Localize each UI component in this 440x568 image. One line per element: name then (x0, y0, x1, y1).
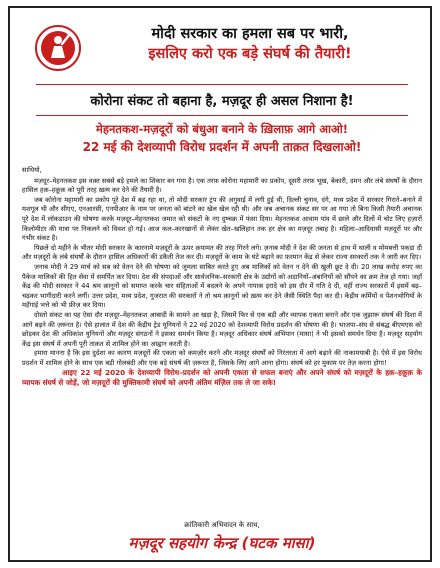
body-paragraph: ज़नाब मोदी ने 29 मार्च को सब को वेतन देने की घोषणा को जुमला साबित करते हुए अब मालिकों को वेतन न देने की खुली छूट दे दी। 20 लाख करोड़ रुपए का पैकेज मालिकों की हित सेवा में समर्पित कर दिया। देश की संपदाओं और सार्वजनिक–सरकारी क्षेत्र के उद्योगों को अडानियों–अंबानियों को सौंपने का क्रम तेज हो गया। जहाँ केंद्र की मोदी सरकार ने 44 श्रम क़ानूनों को समाप्त करके चार संहिताओं में बदलने के अपने नापाक इरादे को इस दौर में गति दे दी, वहीं राज्य सरकारों में इसमें बढ़–चढ़कर भागीदारी करने लगीं। उत्तर प्रदेश, मध्य प्रदेश, गुजरात की सरकारों ने तो श्रम क़ानूनों को ख़त्म कर देने जैसी स्थिति पैदा कर दी। केंद्रीय कर्मियों व पेंशनभोगियों के महँगाई भत्ते को भी फ्रीज़ कर दिया। (22, 262, 422, 310)
call-to-action: 22 मई की देशव्यापी विरोध प्रदर्शन में अपनी ताक़त दिखलाओ! (82, 140, 362, 154)
body-paragraph: पिछले दो महीने के भीतर मोदी सरकार के कारनामे मज़दूरों के ऊपर क़यामत की तरह गिरने लगे। ज़नाब मोदी ने देश की जनता से हाथ में थाली व मोमबत्ती पकड़ा दी और मज़दूरों के लंबे संघर्षों के दौरान हासिल अधिकारों की डकैती तेज कर दी। मज़दूरों के काम के घंटे बढ़ाने का फ़रमान केंद्र से लेकर राज्य सरकारों तक ने जारी कर दिए। (22, 243, 422, 262)
salutation: साथियो, (22, 166, 42, 174)
divider (36, 115, 408, 116)
signature: मज़दूर सहयोग केन्द्र (घटक मासा) (128, 534, 316, 552)
body-paragraph: दोस्तो संकट का यह ऐसा दौर मज़दूर–मेहनतकश आबादी के सामने आ खड़ा है, जिसमें फिर से एक बड़ी और व्यापक एकता बनाने और एक जुझारू संघर्ष की दिशा में आगे बढ़ने की ज़रूरत है। ऐसे हालात में देश की केंद्रीय ट्रेड यूनियनों ने 22 मई 2020 को देशव्यापी विरोध प्रदर्शन की घोषणा की है। भाजपा–संघ से संबद्ध बीएमएस को छोड़कर देश की अधिकांश यूनियनों और मज़दूर संगठनों ने इसका समर्थन किया है। मज़दूर अधिकार संघर्ष अभियान (मासा) ने भी इसको समर्थन दिया है। मज़दूर सहयोग केंद्र इस संघर्ष में अपनी पूरी ताक़त से शामिल होने का आह्वान करती है। (22, 310, 422, 348)
body-paragraph: जब कोरोना महामारी का प्रकोप पूरे देश में बढ़ रहा था, तो मोदी सरकार ट्रंप की अगुवाई में लगी हुई थी, दिल्ली चुनाव, दंगे, मध्य प्रदेश में सरकार गिराने–बनाने में मशगूल थी और सीएए, एनआरसी, एनपीआर के नाम पर जनता को बांटने का खेल खेल रही थी। और जब अचानक संकट सर पर आ गया तो बिना किसी तैयारी अचानक पूरे देश में लॉकडाउन की घोषणा करके मज़दूर–मेहनतकश जमात को संकटों के नए दुष्चक्र में फंसा दिया। मेहनतकश आवाम पांव में छाले और दिलों में चोट लिए हज़ारों किलोमीटर की यात्रा पर निकलने को विवश हो गई। आज कल–कारखानों से लेकर खेत–खलिहान तक हर क्षेत्र का मज़दूर तबाह है। महिला–आदिवासी मज़दूरों पर और गंभीर संकट है। (22, 195, 422, 243)
leaflet-body (22, 166, 422, 388)
headline: कोरोना संकट तो बहाना है, मज़दूर ही असल निशाना है! (90, 94, 354, 109)
leaflet-title (90, 24, 410, 64)
title-line-1: मोदी सरकार का हमला सब पर भारी, (151, 26, 349, 42)
subheadline: मेहनतकश-मज़दूरों को बंधुआ बनाने के ख़िलाफ़ आगे आओ! (96, 122, 348, 136)
closing-line: क्रांतिकारी अभिवादन के साथ, (184, 521, 260, 529)
body-paragraph: मज़दूर–मेहनतकश इस वक़्त सबसे बड़े हमले का शिकार बन गया है। एक तरफ़ कोरोना महामारी का प्रकोप, दूसरी तरफ़ भूख, बेकारी, दमन और लंबे संघर्षों के दौरान हासिल हक़–हक़ूक़ को पूरी तरह ख़त्म कर देने की तैयारी है। (22, 176, 422, 195)
worker-emblem-icon (34, 24, 82, 72)
body-paragraph: हमारा मानना है कि इस दुर्दशा का कारण मज़दूरों की एकता को कमज़ोर करने और मज़दूर संघर्षों को निरंतरता में आगे बढ़ाने की नाकामयाबी है। ऐसे में इस विरोध प्रदर्शन में शामिल होने के साथ एक बड़ी गोलबंदी और एक बड़े संघर्ष की ज़रूरत है, जिसके लिए आगे आना होगा। संघर्ष को हर मुकाम पर तेज़ करना होगा! (22, 349, 422, 367)
divider (36, 84, 408, 85)
title-line-2: इसलिए करो एक बड़े संघर्ष की तैयारी! (148, 46, 352, 62)
leaflet-page (8, 6, 432, 562)
appeal-paragraph: आइए 22 मई 2020 के देशव्यापी विरोध–प्रदर्शन को अपनी एकता से सफल बनाएं और अपने संघर्ष को मज़दूरों के हक़–हक़ूक़ के व्यापक संघर्ष से जोड़ें, जो मज़दूरों की मुक्तिकामी संघर्ष को अपनी अंतिम मंज़िल तक ले जा सके! (22, 368, 422, 388)
